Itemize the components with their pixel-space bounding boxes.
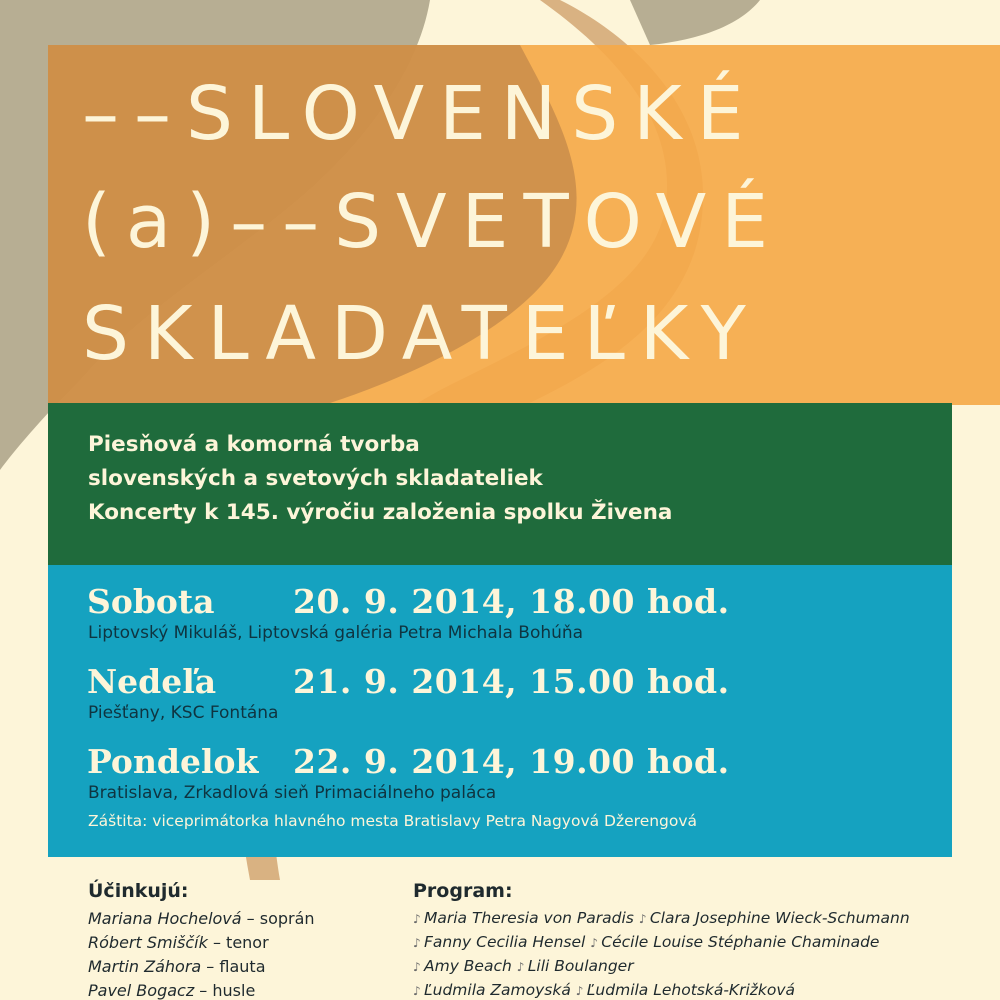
eighth-note-icon: ♪ <box>516 960 525 974</box>
event-2-day: Nedeľa <box>87 662 217 701</box>
event-2-date: 21. 9. 2014, 15.00 hod. <box>293 662 730 701</box>
eighth-note-icon: ♪ <box>638 912 647 926</box>
eighth-note-icon: ♪ <box>590 936 598 950</box>
program-line: ♪ Maria Theresia von Paradis ♪ Clara Josephine Wieck-Schumann <box>413 909 910 927</box>
subtitle-line-2: slovenských a svetových skladateliek <box>88 466 543 491</box>
performer-item: Martin Záhora – flauta <box>88 957 266 976</box>
program-heading: Program: <box>413 880 513 902</box>
performer-item: Mariana Hochelová – soprán <box>88 909 315 928</box>
event-1-day: Sobota <box>87 582 215 621</box>
event-3-note: Záštita: viceprimátorka hlavného mesta Bratislavy Petra Nagyová Džerengová <box>88 812 698 830</box>
subtitle-line-1: Piesňová a komorná tvorba <box>88 432 420 457</box>
subtitle <box>88 428 672 530</box>
performer-item: Róbert Smiščík – tenor <box>88 933 269 952</box>
program-line: ♪ Amy Beach ♪ Lili Boulanger <box>413 957 634 975</box>
performers-heading: Účinkujú: <box>88 880 189 902</box>
event-3-day: Pondelok <box>87 742 259 781</box>
event-1-place: Liptovský Mikuláš, Liptovská galéria Petra Michala Bohúňa <box>88 623 584 643</box>
event-1-date: 20. 9. 2014, 18.00 hod. <box>293 582 730 621</box>
eighth-note-icon: ♪ <box>575 984 584 998</box>
title-line-2: (a)––SVETOVÉ <box>82 179 783 265</box>
eighth-note-icon: ♪ <box>413 936 421 950</box>
eighth-note-icon: ♪ <box>413 984 421 998</box>
event-2-place: Piešťany, KSC Fontána <box>88 703 279 723</box>
event-3-place: Bratislava, Zrkadlová sieň Primaciálneho paláca <box>88 783 497 803</box>
title-line-3: SKLADATEĽKY <box>82 291 761 377</box>
title-line-1: ––SLOVENSKÉ <box>82 71 759 157</box>
program-line: ♪ Fanny Cecilia Hensel ♪ Cécile Louise Stéphanie Chaminade <box>413 933 880 951</box>
event-3-date: 22. 9. 2014, 19.00 hod. <box>293 742 730 781</box>
performer-item: Pavel Bogacz – husle <box>88 981 256 1000</box>
eighth-note-icon: ♪ <box>413 912 421 926</box>
program-line: ♪ Ľudmila Zamoyská ♪ Ľudmila Lehotská-Križková <box>413 981 796 999</box>
subtitle-line-3: Koncerty k 145. výročiu založenia spolku Živena <box>88 500 673 525</box>
eighth-note-icon: ♪ <box>413 960 421 974</box>
